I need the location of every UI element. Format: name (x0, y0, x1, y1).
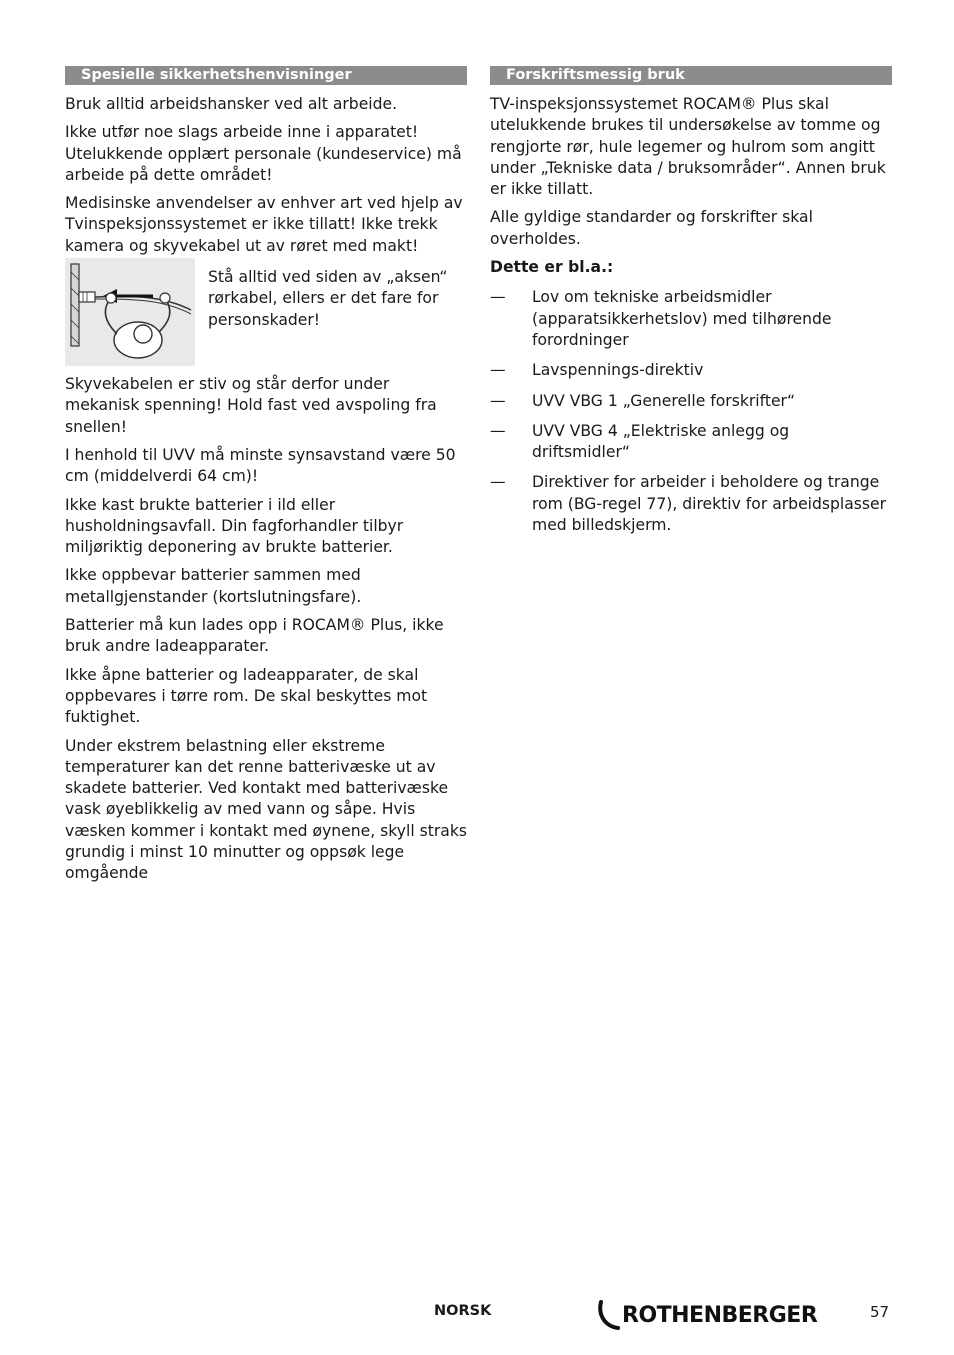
brand-logo (598, 1300, 817, 1330)
list-item (490, 421, 892, 464)
dash-bullet: — (490, 391, 506, 410)
left-column (65, 66, 467, 892)
paragraph: Bruk alltid arbeidshansker ved alt arbeide. (65, 95, 398, 113)
paragraph: Ikke kast brukte batterier i ild eller husholdningsavfall. Din fagforhandler tilbyr miljøriktig deponering av brukte batterier. (65, 495, 404, 557)
dash-bullet: — (490, 473, 506, 492)
page-number: 57 (870, 1303, 890, 1321)
list-item (490, 391, 892, 412)
paragraph: Skyvekabelen er stiv og står derfor under mekanisk spenning! Hold fast ved avspoling fra snellen! (65, 375, 437, 436)
logo-swoosh-icon (598, 1300, 620, 1330)
list-item-text: Lavspennings-direktiv (532, 361, 704, 380)
paragraph: Batterier må kun lades opp i ROCAM® Plus, ikke bruk andre ladeapparater. (65, 616, 444, 656)
dash-bullet: — (490, 421, 506, 440)
figure-caption: Stå alltid ved siden av „aksen“ rørkabel, ellers er det fare for personskader! (208, 268, 448, 329)
list-item (490, 360, 892, 381)
right-column (490, 66, 892, 545)
section-heading-intended-use: Forskriftsmessig bruk (490, 66, 892, 85)
list-item-text: Direktiver for arbeider i beholdere og trange rom (BG-regel 77), direktiv for arbeidsplasser med billedskjerm. (532, 473, 887, 535)
list-item (490, 472, 892, 536)
list-item (490, 287, 892, 351)
list-item-text: UVV VBG 4 „Elektriske anlegg og driftsmidler“ (532, 421, 790, 462)
paragraph: I henhold til UVV må minste synsavstand være 50 cm (middelverdi 64 cm)! (65, 445, 456, 486)
person-pulling-cable-illustration (65, 258, 195, 366)
paragraph: Ikke oppbevar batterier sammen med metallgjenstander (kortslutningsfare). (65, 566, 362, 606)
paragraph: Under ekstrem belastning eller ekstreme temperaturer kan det renne batterivæske ut av skadete batterier. Ved kontakt med batterivæske vask øyeblikkelig av med vann og såpe. Hvis væsken kommer i kontakt med øynene, skyll straks grundig i minst 10 minutter og oppsøk lege omgående (65, 736, 467, 883)
brand-name: ROTHENBERGER (622, 1302, 818, 1328)
paragraph: Ikke utfør noe slags arbeide inne i apparatet! Utelukkende opplært personale (kundeservice) må arbeide på dette området! (65, 123, 462, 184)
list-item-text: Lov om tekniske arbeidsmidler (apparatsikkerhetslov) med tilhørende forordninger (532, 288, 832, 349)
paragraph: TV-inspeksjonssystemet ROCAM® Plus skal utelukkende brukes til undersøkelse av tomme og rengjorte rør, hule legemer og hulrom som angitt under „Tekniske data / bruksområder“. Annen bruk er ikke tillatt. (490, 95, 886, 199)
regulations-list (490, 287, 892, 536)
list-label: Dette er bl.a.: (490, 258, 614, 277)
paragraph: Alle gyldige standarder og forskrifter skal overholdes. (490, 208, 813, 248)
dash-bullet: — (490, 288, 506, 307)
list-item-text: UVV VBG 1 „Generelle forskrifter“ (532, 391, 796, 410)
section-heading-safety: Spesielle sikkerhetshenvisninger (65, 66, 467, 85)
paragraph: Ikke åpne batterier og ladeapparater, de skal oppbevares i tørre rom. De skal beskyttes mot fuktighet. (65, 665, 428, 727)
dash-bullet: — (490, 361, 506, 380)
footer-language: NORSK (434, 1303, 492, 1319)
safety-figure-row (65, 258, 467, 366)
paragraph: Medisinske anvendelser av enhver art ved hjelp av Tvinspeksjonssystemet er ikke tillatt! Ikke trekk kamera og skyvekabel ut av røret med makt! (65, 194, 463, 255)
